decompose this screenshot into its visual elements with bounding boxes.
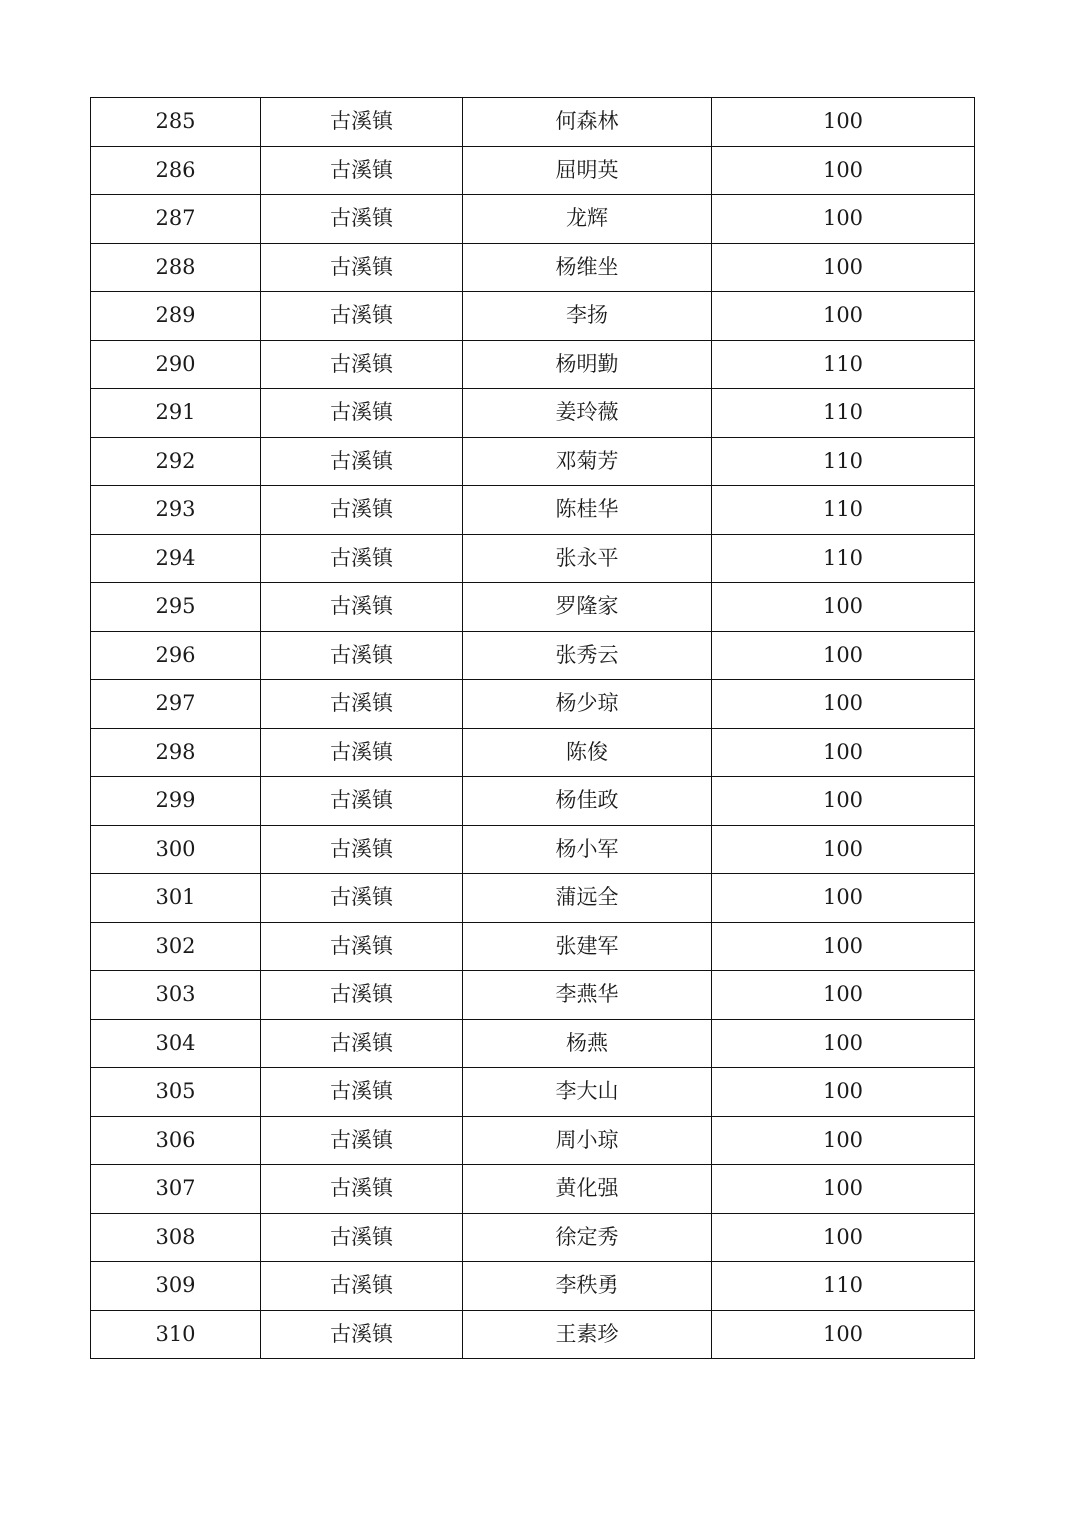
- town-cell: 古溪镇: [261, 1262, 463, 1311]
- row-number-cell: 301: [91, 874, 261, 923]
- town-cell: 古溪镇: [261, 534, 463, 583]
- town-cell: 古溪镇: [261, 243, 463, 292]
- table-row: [91, 146, 975, 195]
- town-cell: 古溪镇: [261, 680, 463, 729]
- table-row: [91, 631, 975, 680]
- person-name-cell: 杨佳政: [463, 777, 712, 826]
- row-number-cell: 298: [91, 728, 261, 777]
- table-row: [91, 437, 975, 486]
- row-number-cell: 303: [91, 971, 261, 1020]
- town-cell: 古溪镇: [261, 340, 463, 389]
- town-cell: 古溪镇: [261, 971, 463, 1020]
- amount-cell: 100: [712, 195, 975, 244]
- amount-cell: 100: [712, 98, 975, 147]
- row-number-cell: 307: [91, 1165, 261, 1214]
- table-row: [91, 1116, 975, 1165]
- table-row: [91, 486, 975, 535]
- town-cell: 古溪镇: [261, 1213, 463, 1262]
- row-number-cell: 294: [91, 534, 261, 583]
- amount-cell: 100: [712, 825, 975, 874]
- amount-cell: 110: [712, 437, 975, 486]
- row-number-cell: 302: [91, 922, 261, 971]
- person-name-cell: 杨小军: [463, 825, 712, 874]
- amount-cell: 100: [712, 971, 975, 1020]
- row-number-cell: 304: [91, 1019, 261, 1068]
- person-name-cell: 陈俊: [463, 728, 712, 777]
- town-cell: 古溪镇: [261, 874, 463, 923]
- town-cell: 古溪镇: [261, 292, 463, 341]
- table-row: [91, 971, 975, 1020]
- town-cell: 古溪镇: [261, 825, 463, 874]
- amount-cell: 100: [712, 728, 975, 777]
- town-cell: 古溪镇: [261, 146, 463, 195]
- table-row: [91, 728, 975, 777]
- person-name-cell: 陈桂华: [463, 486, 712, 535]
- person-name-cell: 屈明英: [463, 146, 712, 195]
- town-cell: 古溪镇: [261, 922, 463, 971]
- row-number-cell: 292: [91, 437, 261, 486]
- amount-cell: 100: [712, 631, 975, 680]
- row-number-cell: 308: [91, 1213, 261, 1262]
- table-row: [91, 1068, 975, 1117]
- person-name-cell: 杨少琼: [463, 680, 712, 729]
- town-cell: 古溪镇: [261, 631, 463, 680]
- town-cell: 古溪镇: [261, 437, 463, 486]
- row-number-cell: 297: [91, 680, 261, 729]
- row-number-cell: 296: [91, 631, 261, 680]
- town-cell: 古溪镇: [261, 389, 463, 438]
- town-cell: 古溪镇: [261, 777, 463, 826]
- row-number-cell: 288: [91, 243, 261, 292]
- table-row: [91, 292, 975, 341]
- person-name-cell: 张秀云: [463, 631, 712, 680]
- town-cell: 古溪镇: [261, 728, 463, 777]
- amount-cell: 100: [712, 146, 975, 195]
- table-row: [91, 680, 975, 729]
- amount-cell: 100: [712, 243, 975, 292]
- table-row: [91, 777, 975, 826]
- amount-cell: 100: [712, 1213, 975, 1262]
- town-cell: 古溪镇: [261, 486, 463, 535]
- amount-cell: 100: [712, 292, 975, 341]
- person-name-cell: 邓菊芳: [463, 437, 712, 486]
- person-name-cell: 龙辉: [463, 195, 712, 244]
- person-name-cell: 李扬: [463, 292, 712, 341]
- amount-cell: 110: [712, 534, 975, 583]
- person-name-cell: 李燕华: [463, 971, 712, 1020]
- person-name-cell: 徐定秀: [463, 1213, 712, 1262]
- person-name-cell: 杨明勤: [463, 340, 712, 389]
- person-name-cell: 张建军: [463, 922, 712, 971]
- amount-cell: 100: [712, 1310, 975, 1359]
- row-number-cell: 305: [91, 1068, 261, 1117]
- table-row: [91, 583, 975, 632]
- amount-cell: 110: [712, 389, 975, 438]
- table-row: [91, 874, 975, 923]
- town-cell: 古溪镇: [261, 195, 463, 244]
- person-name-cell: 杨燕: [463, 1019, 712, 1068]
- roster-table-body: [91, 98, 975, 1359]
- amount-cell: 100: [712, 922, 975, 971]
- row-number-cell: 295: [91, 583, 261, 632]
- table-row: [91, 1019, 975, 1068]
- row-number-cell: 285: [91, 98, 261, 147]
- amount-cell: 100: [712, 1019, 975, 1068]
- amount-cell: 100: [712, 583, 975, 632]
- person-name-cell: 罗隆家: [463, 583, 712, 632]
- amount-cell: 100: [712, 680, 975, 729]
- person-name-cell: 周小琼: [463, 1116, 712, 1165]
- person-name-cell: 张永平: [463, 534, 712, 583]
- table-row: [91, 922, 975, 971]
- person-name-cell: 李大山: [463, 1068, 712, 1117]
- row-number-cell: 309: [91, 1262, 261, 1311]
- amount-cell: 100: [712, 874, 975, 923]
- amount-cell: 110: [712, 486, 975, 535]
- person-name-cell: 李秩勇: [463, 1262, 712, 1311]
- person-name-cell: 姜玲薇: [463, 389, 712, 438]
- table-row: [91, 1310, 975, 1359]
- town-cell: 古溪镇: [261, 1068, 463, 1117]
- table-row: [91, 1262, 975, 1311]
- town-cell: 古溪镇: [261, 1019, 463, 1068]
- row-number-cell: 300: [91, 825, 261, 874]
- amount-cell: 100: [712, 777, 975, 826]
- person-name-cell: 黄化强: [463, 1165, 712, 1214]
- table-row: [91, 1165, 975, 1214]
- table-row: [91, 389, 975, 438]
- row-number-cell: 293: [91, 486, 261, 535]
- town-cell: 古溪镇: [261, 1116, 463, 1165]
- row-number-cell: 286: [91, 146, 261, 195]
- table-row: [91, 825, 975, 874]
- amount-cell: 110: [712, 1262, 975, 1311]
- table-row: [91, 534, 975, 583]
- table-row: [91, 98, 975, 147]
- town-cell: 古溪镇: [261, 583, 463, 632]
- row-number-cell: 289: [91, 292, 261, 341]
- amount-cell: 100: [712, 1165, 975, 1214]
- person-name-cell: 何森林: [463, 98, 712, 147]
- amount-cell: 110: [712, 340, 975, 389]
- table-row: [91, 340, 975, 389]
- person-name-cell: 王素珍: [463, 1310, 712, 1359]
- row-number-cell: 290: [91, 340, 261, 389]
- person-name-cell: 杨维坐: [463, 243, 712, 292]
- row-number-cell: 310: [91, 1310, 261, 1359]
- amount-cell: 100: [712, 1116, 975, 1165]
- table-row: [91, 1213, 975, 1262]
- row-number-cell: 287: [91, 195, 261, 244]
- town-cell: 古溪镇: [261, 1165, 463, 1214]
- row-number-cell: 299: [91, 777, 261, 826]
- amount-cell: 100: [712, 1068, 975, 1117]
- row-number-cell: 306: [91, 1116, 261, 1165]
- town-cell: 古溪镇: [261, 1310, 463, 1359]
- table-row: [91, 243, 975, 292]
- person-name-cell: 蒲远全: [463, 874, 712, 923]
- town-cell: 古溪镇: [261, 98, 463, 147]
- table-row: [91, 195, 975, 244]
- row-number-cell: 291: [91, 389, 261, 438]
- roster-table: [90, 97, 975, 1359]
